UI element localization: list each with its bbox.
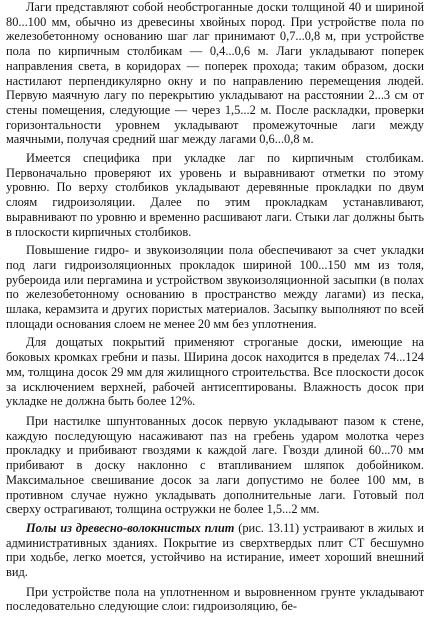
paragraph-ground-floor: При устройстве пола на уплотненном и выровненном грунте укладывают последовательно следующие слои: гидроизоляцию, бе- <box>6 584 424 614</box>
paragraph-brick-columns: Имеется специфика при укладке лаг по кирпичным столбикам. Первоначально проверяют их уровень и выравнивают отметки по этому уровню. По верху столбиков укладывают деревянные прокладки по двум слоям гидроизоляции. Далее по этим прокладкам устанавливают, выравнивают по уровню и временно расшивают лаги. Стыки лаг должны быть в плоскости кирпичных столбиков. <box>6 151 424 239</box>
fiberboard-heading: Полы из древесно-волокнистых плит <box>26 520 235 535</box>
paragraph-plank-boards: Для дощатых покрытий применяют строганые доски, имеющие на боковых кромках гребни и пазы. Ширина досок находится в пределах 74...124 мм, толщина досок 29 мм для жилищного строительства. Все плоскости досок за исключением верхней, рабочей антисептированы. Влажность досок при укладке не должна быть более 12%. <box>6 335 424 409</box>
fiberboard-text: (рис. 13.11) устраивают в жилых и административных зданиях. Покрытие из сверхтвердых плит СТ бесшумно при ходьбе, легко моется, устойчиво на истирание, имеет хороший внешний вид. <box>6 520 424 580</box>
paragraph-fiberboard-floors <box>6 521 424 580</box>
paragraph-joists: Лаги представляют собой необстроганные доски толщиной 40 и шириной 80...100 мм, обычно из древесины хвойных пород. При устройстве пола по железобетонному основанию шаг лаг принимают 0,7...0,8 м, при устройстве пола по кирпичным столбикам — 0,4...0,6 м. Лаги укладывают поперек направления света, в коридорах — поперек прохода; таким образом, доски настилают перпендикулярно окну и по направлению перемещения людей. Первую маячную лагу по перекрытию укладывают на расстоянии 2...3 см от стены помещения, следующие — через 1,5...2 м. После раскладки, проверки горизонтальности уровнем укладывают промежуточные лаги между маячными, получая средний шаг между лагами 0,6...0,8 м. <box>6 0 424 147</box>
paragraph-insulation: Повышение гидро- и звукоизоляции пола обеспечивают за счет укладки под лаги гидроизоляционных прокладок шириной 100...150 мм из толя, рубероида или пергамина и устройством звукоизоляционной засыпки (в полах по железобетонному основанию в пространство между лагами) из песка, шлака, керамзита и других пористых материалов. Засыпку выполняют по всей площади основания слоем не менее 20 мм без уплотнения. <box>6 243 424 331</box>
paragraph-laying-boards: При настилке шпунтованных досок первую укладывают пазом к стене, каждую последующую насаживают паз на гребень ударом молотка через прокладку и прибивают гвоздями к каждой лаге. Гвозди длиной 60...70 мм прибивают в доску наклонно с втапливанием шляпок добойником. Максимальное свешивание досок за лаги допустимо не более 100 мм, в противном случае нужно укладывать дополнительные лаги. Готовый пол сверху острагивают, толщина остружки не более 1,5...2 мм. <box>6 413 424 517</box>
